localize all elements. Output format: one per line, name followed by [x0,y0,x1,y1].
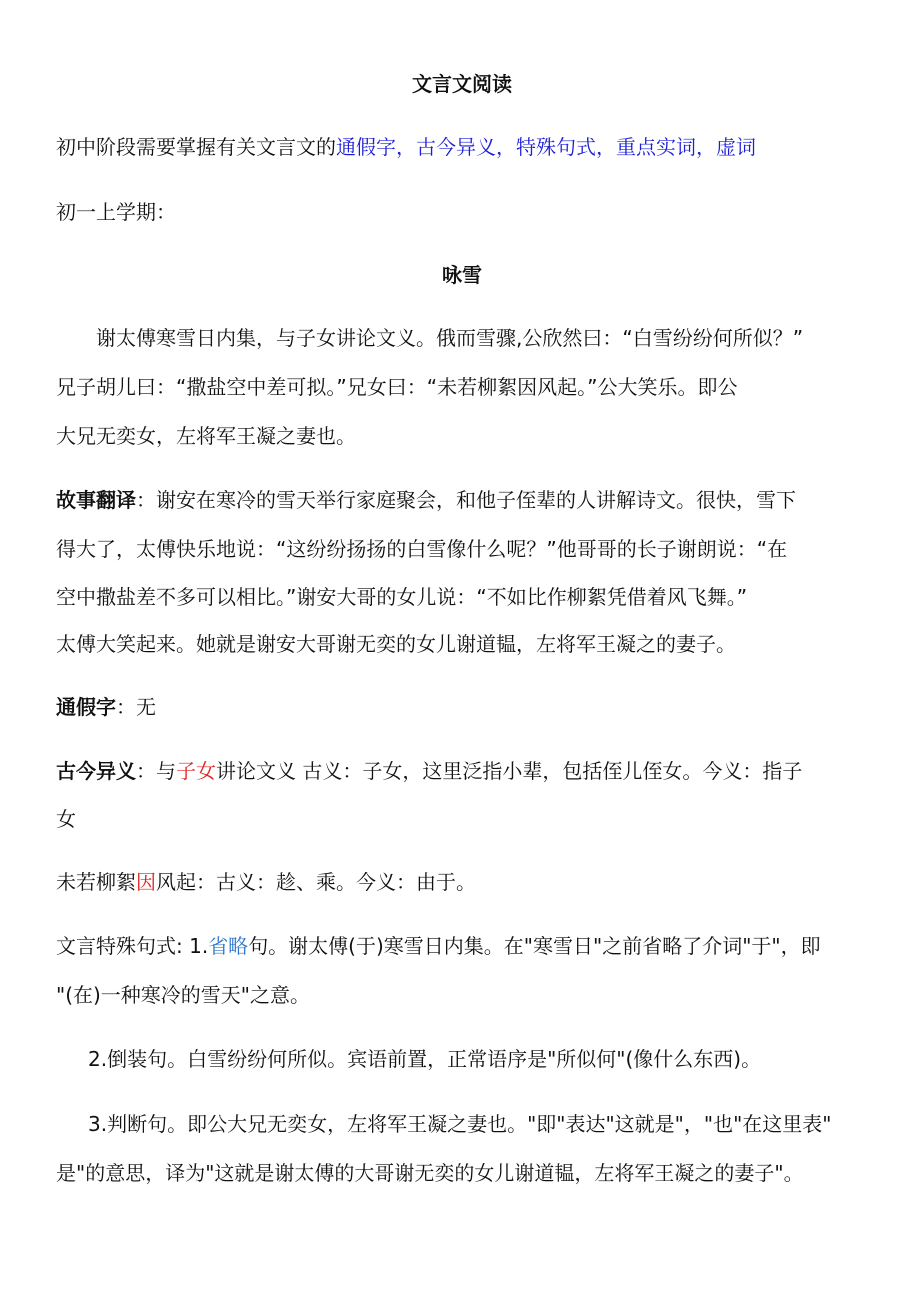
special-line-1 [56,934,868,958]
translation-line-3: 空中撒盐差不多可以相比。”谢安大哥的女儿说：“不如比作柳絮凭借着风飞舞。” [56,585,748,609]
semester-heading: 初一上学期： [56,200,176,224]
intro-prefix: 初中阶段需要掌握有关文言文的 [56,135,336,159]
original-text-line-3: 大兄无奕女，左将军王凝之妻也。 [56,424,356,448]
translation-line-4: 太傅大笑起来。她就是谢安大哥谢无奕的女儿谢道韫，左将军王凝之的妻子。 [56,632,736,656]
tongjiazi-label: 通假字 [56,695,116,719]
special-line-5: 是"的意思，译为"这就是谢太傅的大哥谢无奕的女儿谢道韫，左将军王凝之的妻子"。 [56,1161,804,1185]
original-text-line-1: 谢太傅寒雪日内集，与子女讲论文义。俄而雪骤,公欣然曰：“白雪纷纷何所似？” [96,326,804,350]
gujinyiyi-line-2: 女 [56,807,76,831]
translation-label: 故事翻译 [56,488,136,512]
original-text-line-2: 兄子胡儿曰：“撒盐空中差可拟。”兄女曰：“未若柳絮因风起。”公大笑乐。即公 [56,375,738,399]
poem-title: 咏雪 [442,263,482,287]
gujinyiyi-text-a: ：与 [136,759,176,783]
gujinyiyi-highlight-ziny: 子女 [176,759,216,783]
translation-text-1: ：谢安在寒冷的雪天举行家庭聚会，和他子侄辈的人讲解诗文。很快，雪下 [136,488,796,512]
gujinyiyi-highlight-yin: 因 [136,870,156,894]
document-title: 文言文阅读 [412,72,512,96]
gujinyiyi-line-3 [56,870,868,894]
special-highlight-shenglue: 省略 [208,934,249,958]
translation-line-2: 得大了，太傅快乐地说：“这纷纷扬扬的白雪像什么呢？”他哥哥的长子谢朗说：“在 [56,537,788,561]
special-text-1: 句。谢太傅(于)寒雪日内集。在"寒雪日"之前省略了介词"于"，即 [248,934,821,958]
gujinyiyi-label: 古今异义 [56,759,136,783]
intro-topics: 通假字，古今异义，特殊句式，重点实词，虚词 [336,135,756,159]
tongjiazi-line [56,695,868,719]
gujinyiyi-example-b: 风起：古义：趁、乘。今义：由于。 [156,870,476,894]
gujinyiyi-text-b: 讲论文义 古义：子女，这里泛指小辈，包括侄儿侄女。今义：指子 [216,759,803,783]
tongjiazi-value: ：无 [116,695,156,719]
translation-line-1 [56,488,868,512]
special-line-4: 3.判断句。即公大兄无奕女，左将军王凝之妻也。"即"表达"这就是"，"也"在这里表" [88,1112,832,1136]
special-line-3: 2.倒装句。白雪纷纷何所似。宾语前置，正常语序是"所似何"(像什么东西)。 [88,1047,762,1071]
special-line-2: "(在)一种寒冷的雪天"之意。 [56,983,311,1007]
special-label: 文言特殊句式: 1. [56,934,209,958]
gujinyiyi-line-1 [56,759,868,783]
intro-line [56,135,868,159]
gujinyiyi-example-a: 未若柳絮 [56,870,136,894]
